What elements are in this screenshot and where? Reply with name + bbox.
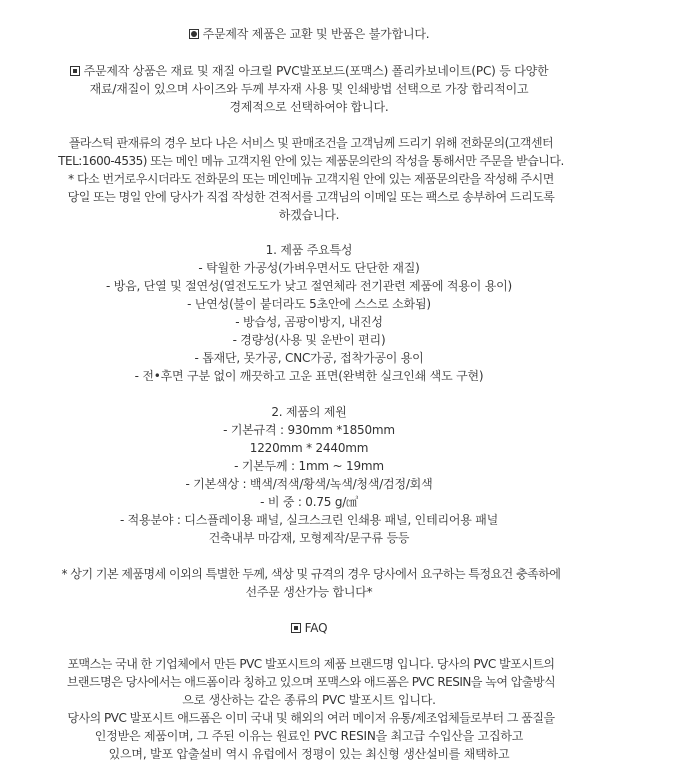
square-bullet-icon <box>291 623 301 633</box>
feature-item: - 방습성, 곰팡이방지, 내진성 <box>235 315 383 329</box>
spec-item: - 기본두께 : 1mm ~ 19mm <box>234 459 384 473</box>
custom-products-line: 주문제작 상품은 재료 및 재질 아크릴 PVC발포보드(포맥스) 폴리카보네이트(PC) 등 다양한 <box>0 62 618 80</box>
custom-products-line: 재료/재질이 있으며 사이즈와 두께 부자재 사용 및 인쇄방법 선택으로 가장 합리적이고 <box>89 82 529 96</box>
spec-item: 건축내부 마감재, 모형제작/문구류 등등 <box>208 531 410 545</box>
feature-item: - 전•후면 구분 없이 깨끗하고 고운 표면(완벽한 실크인쇄 색도 구현) <box>134 369 484 383</box>
faq-line: 인정받은 제품이며, 그 주된 이유는 원료인 PVC RESIN을 최고급 수입산을 고집하고 <box>94 729 524 743</box>
faq-line: 포맥스는 국내 한 기업체에서 만든 PVC 발포시트의 제품 브랜드명 입니다. 당사의 PVC 발포시트의 <box>67 657 555 671</box>
contact-line: 하겠습니다. <box>278 208 340 222</box>
feature-item: - 경량성(사용 및 운반이 편리) <box>232 333 386 347</box>
contact-line: 당일 또는 명일 안에 당사가 직접 작성한 견적서를 고객님의 이메일 또는 팩스로 송부하여 드리도록 <box>67 190 555 204</box>
circle-bullet-icon <box>189 29 199 39</box>
spec-item: - 적용분야 : 디스플레이용 패널, 실크스크린 인쇄용 패널, 인테리어용 패널 <box>119 513 499 527</box>
contact-line: * 다소 번거로우시더라도 전화문의 또는 메인메뉴 고객지원 안에 있는 제품문의란을 작성해 주시면 <box>68 172 554 186</box>
square-bullet-icon <box>70 66 80 76</box>
faq-line: 있으며, 발포 압출설비 역시 유럽에서 정평이 있는 최신형 생산설비를 채택하고 <box>108 747 510 761</box>
faq-heading: FAQ <box>0 619 618 637</box>
spec-item: - 기본규격 : 930mm *1850mm <box>223 423 395 437</box>
contact-line: TEL:1600-4535) 또는 메인 메뉴 고객지원 안에 있는 제품문의란의 작성을 통해서만 주문을 받습니다. <box>58 154 564 168</box>
specs-heading: 2. 제품의 제원 <box>271 405 347 419</box>
spec-item: 1220mm * 2440mm <box>249 441 369 455</box>
custom-products-line: 경제적으로 선택하여야 합니다. <box>229 100 389 114</box>
feature-item: - 탁월한 가공성(가벼우면서도 단단한 재질) <box>198 261 420 275</box>
notice-title: 주문제작 제품은 교환 및 반품은 불가합니다. <box>0 25 618 43</box>
feature-item: - 난연성(불이 붙더라도 5초안에 스스로 소화됨) <box>187 297 431 311</box>
spec-item: - 기본색상 : 백색/적색/황색/녹색/청색/검정/회색 <box>185 477 433 491</box>
specs-note: 선주문 생산가능 합니다* <box>245 585 373 599</box>
feature-item: - 톱재단, 못가공, CNC가공, 접착가공이 용이 <box>194 351 424 365</box>
faq-line: 으로 생산하는 같은 종류의 PVC 발포시트 입니다. <box>182 693 436 707</box>
contact-line: 플라스틱 판재류의 경우 보다 나은 서비스 및 판매조건을 고객님께 드리기 위해 전화문의(고객센터 <box>68 136 554 150</box>
faq-line: 당사의 PVC 발포시트 애드폼은 이미 국내 및 해외의 여러 메이저 유통/제조업체들로부터 그 품질을 <box>67 711 555 725</box>
specs-note: * 상기 기본 제품명세 이외의 특별한 두께, 색상 및 규격의 경우 당사에서 요구하는 특정요건 충족하에 <box>61 567 561 581</box>
feature-item: - 방음, 단열 및 절연성(열전도도가 낮고 절연체라 전기관련 제품에 적용이 용이) <box>105 279 512 293</box>
features-heading: 1. 제품 주요특성 <box>265 243 353 257</box>
spec-item: - 비 중 : 0.75 g/㎤ <box>260 495 358 509</box>
faq-line: 브랜드명은 당사에서는 애드폼이라 칭하고 있으며 포맥스와 애드폼은 PVC RESIN을 녹여 압출방식 <box>66 675 556 689</box>
